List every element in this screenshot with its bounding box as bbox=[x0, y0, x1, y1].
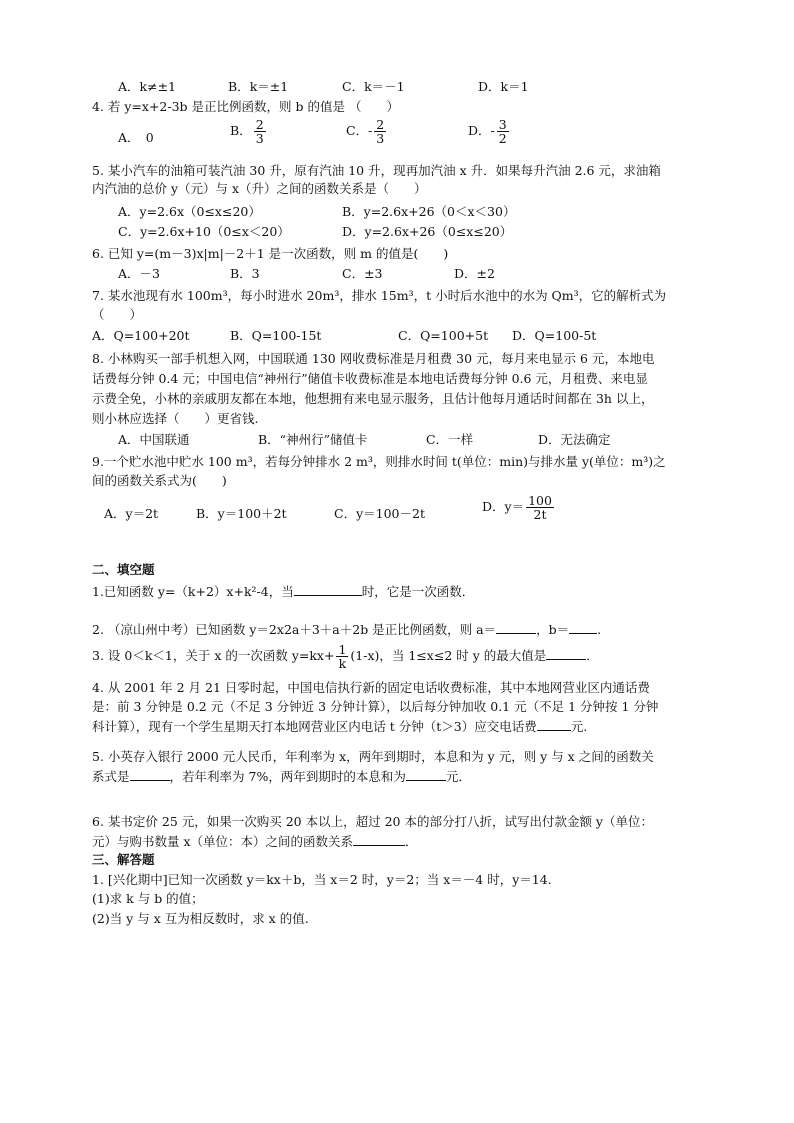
q7-option-d: D．Q=100-5t bbox=[512, 328, 597, 343]
numerator: 100 bbox=[528, 493, 552, 508]
q8-option-b: B．“神州行”储值卡 bbox=[258, 432, 368, 447]
q9-option-d bbox=[482, 494, 556, 521]
section-title-solve: 三、解答题 bbox=[92, 852, 155, 867]
q4-stem: 4. 若 y=x+2-3b 是正比例函数，则 b 的值是 （ ） bbox=[92, 99, 399, 114]
numerator: 3 bbox=[498, 117, 507, 132]
q5-option-a: A．y=2.6x（0≤x≤20） bbox=[118, 204, 261, 219]
option-label: C． bbox=[342, 79, 365, 94]
text: . bbox=[597, 622, 602, 637]
q8-option-d: D．无法确定 bbox=[538, 432, 611, 447]
q8-line4: 则小林应选择（ ）更省钱. bbox=[92, 411, 259, 426]
q8-line2: 话费每分钟 0.4 元；中国电信“神州行”储值卡收费标准是本地电话费每分钟 0.6 元，月租费、来电显 bbox=[92, 371, 648, 386]
text: ． bbox=[586, 648, 599, 663]
numerator: 1 bbox=[338, 642, 347, 657]
fill-q4-line2: 是：前 3 分钟是 0.2 元（不足 3 分钟近 3 分钟计算），以后每分钟加收 0.1 元（不足 1 分钟按 1 分钟 bbox=[92, 699, 659, 714]
q7-option-a: A．Q=100+20t bbox=[92, 328, 190, 343]
q3-option-a bbox=[118, 79, 176, 95]
text: 元）与购书数量 x（单位：本）之间的函数关系 bbox=[92, 834, 354, 849]
q5-line1: 5. 某小汽车的油箱可装汽油 30 升，原有汽油 10 升，现再加汽油 x 升．如果每升汽油 2.6 元，求油箱 bbox=[92, 163, 661, 178]
text: ，若年利率为 7%，两年到期时的本息和为 bbox=[169, 769, 406, 784]
fill-q5-line2 bbox=[92, 768, 471, 785]
q3-option-c bbox=[342, 79, 405, 95]
denominator: 3 bbox=[376, 131, 385, 146]
text: 元． bbox=[445, 769, 471, 784]
q7-option-c: C．Q=100+5t bbox=[398, 328, 489, 343]
option-label: D． bbox=[478, 79, 501, 94]
q5-option-b: B．y=2.6x+26（0＜x＜30） bbox=[342, 204, 516, 219]
text: ，b＝ bbox=[536, 622, 570, 637]
q9-line1: 9.一个贮水池中贮水 100 m³，若每分钟排水 2 m³，则排水时间 t(单位：min)与排水量 y(单位：m³)之 bbox=[92, 454, 666, 469]
solve-q1-part1: (1)求 k 与 b 的值； bbox=[92, 891, 204, 906]
option-label: B． bbox=[228, 79, 250, 94]
denominator: 2t bbox=[526, 507, 554, 521]
answer-blank[interactable] bbox=[130, 768, 170, 781]
fill-q1 bbox=[92, 583, 474, 600]
option-label: A． bbox=[118, 79, 140, 94]
text: 1.已知函数 y=（k+2）x+k²-4，当 bbox=[92, 584, 294, 599]
fraction bbox=[526, 494, 554, 521]
text: 科计算），现有一个学生星期天打本地网营业区内电话 t 分钟（t＞3）应交电话费 bbox=[92, 719, 537, 734]
q7-line2: （ ） bbox=[92, 307, 143, 322]
q7-line1: 7. 某水池现有水 100m³，每小时进水 20m³，排水 15m³，t 小时后水池中的水为 Qm³，它的解析式为 bbox=[92, 288, 667, 303]
q8-line1: 8. 小林购买一部手机想入网，中国联通 130 网收费标准是月租费 30 元，每月来电显示 6 元，本地电 bbox=[92, 351, 655, 366]
fill-q3 bbox=[92, 643, 599, 670]
numerator: 2 bbox=[255, 117, 264, 132]
solve-q1-part2: (2)当 y 与 x 互为相反数时，求 x 的值. bbox=[92, 911, 309, 926]
q9-option-a: A．y＝2t bbox=[104, 506, 159, 521]
answer-blank[interactable] bbox=[353, 833, 405, 846]
q3-option-b bbox=[228, 79, 288, 95]
fraction bbox=[254, 118, 266, 145]
text: 2. （凉山州中考）已知函数 y＝2x2a＋3＋a＋2b 是正比例函数，则 a＝ bbox=[92, 622, 497, 637]
option-label: D．- bbox=[468, 123, 495, 138]
q6-option-a: A．－3 bbox=[118, 266, 160, 281]
answer-blank[interactable] bbox=[569, 621, 597, 634]
q5-line2: 内汽油的总价 y（元）与 x（升）之间的函数关系是（ ） bbox=[92, 181, 427, 196]
denominator: 2 bbox=[498, 131, 507, 146]
q3-option-d bbox=[478, 79, 529, 95]
q7-option-b: B．Q=100-15t bbox=[230, 328, 322, 343]
numerator: 2 bbox=[376, 117, 385, 132]
fraction bbox=[336, 643, 348, 670]
fill-q6-line2 bbox=[92, 833, 418, 850]
q5-option-c: C．y=2.6x+10（0≤x＜20） bbox=[118, 224, 290, 239]
fraction bbox=[497, 118, 509, 145]
q6-option-d: D．±2 bbox=[454, 266, 495, 281]
option-label: B． bbox=[230, 123, 252, 138]
text: (1-x)，当 1≤x≤2 时 y 的最大值是 bbox=[350, 648, 547, 663]
q6-option-c: C．±3 bbox=[342, 266, 383, 281]
solve-q1-stem: 1. [兴化期中]已知一次函数 y＝kx＋b，当 x＝2 时，y＝2；当 x＝－4 时，y＝14. bbox=[92, 872, 552, 887]
fill-q2 bbox=[92, 621, 601, 638]
denominator: k bbox=[336, 656, 348, 670]
answer-blank[interactable] bbox=[496, 621, 536, 634]
text: ． bbox=[405, 834, 418, 849]
answer-blank[interactable] bbox=[406, 768, 446, 781]
section-title-fill-in: 二、填空题 bbox=[92, 562, 155, 577]
fraction bbox=[374, 118, 386, 145]
option-value: k＝1 bbox=[500, 79, 529, 94]
denominator: 3 bbox=[255, 131, 264, 146]
text: 时，它是一次函数． bbox=[361, 584, 475, 599]
q9-option-c: C．y＝100－2t bbox=[334, 506, 425, 521]
fill-q5-line1: 5. 小英存入银行 2000 元人民币，年利率为 x，两年到期时，本息和为 y 元，则 y 与 x 之间的函数关 bbox=[92, 749, 654, 764]
q4-option-a: A． 0 bbox=[118, 130, 154, 145]
text: 元. bbox=[570, 719, 588, 734]
text: 3. 设 0＜k＜1，关于 x 的一次函数 y=kx+ bbox=[92, 648, 335, 663]
option-value: k＝－1 bbox=[364, 79, 405, 94]
q5-option-d: D．y=2.6x+26（0≤x≤20） bbox=[342, 224, 513, 239]
q4-option-c bbox=[346, 118, 388, 145]
q4-option-b bbox=[230, 118, 268, 145]
text: 系式是 bbox=[92, 769, 130, 784]
option-value: k≠±1 bbox=[139, 79, 177, 94]
option-value: k＝±1 bbox=[249, 79, 289, 94]
q6-option-b: B．3 bbox=[230, 266, 260, 281]
q4-option-d bbox=[468, 118, 511, 145]
answer-blank[interactable] bbox=[546, 647, 586, 660]
q6-stem: 6. 已知 y=(m－3)x|m|－2＋1 是一次函数，则 m 的值是( ) bbox=[92, 246, 449, 261]
answer-blank[interactable] bbox=[294, 583, 362, 596]
fill-q6-line1: 6. 某书定价 25 元，如果一次购买 20 本以上，超过 20 本的部分打八折，试写出付款金额 y（单位： bbox=[92, 814, 653, 829]
q8-option-a: A．中国联通 bbox=[118, 432, 190, 447]
answer-blank[interactable] bbox=[537, 718, 571, 731]
q9-line2: 间的函数关系式为( ) bbox=[92, 473, 227, 488]
q8-option-c: C．一样 bbox=[426, 432, 474, 447]
fill-q4-line3 bbox=[92, 718, 587, 735]
q8-line3: 示费全免，小林的亲戚朋友都在本地，他想拥有来电显示服务，且估计他每月通话时间都在 3h 以上， bbox=[92, 391, 654, 406]
option-label: D．y＝ bbox=[482, 499, 525, 514]
q9-option-b: B．y＝100＋2t bbox=[196, 506, 287, 521]
fill-q4-line1: 4. 从 2001 年 2 月 21 日零时起，中国电信执行新的固定电话收费标准，其中本地网营业区内通话费 bbox=[92, 680, 650, 695]
option-label: C．- bbox=[346, 123, 373, 138]
